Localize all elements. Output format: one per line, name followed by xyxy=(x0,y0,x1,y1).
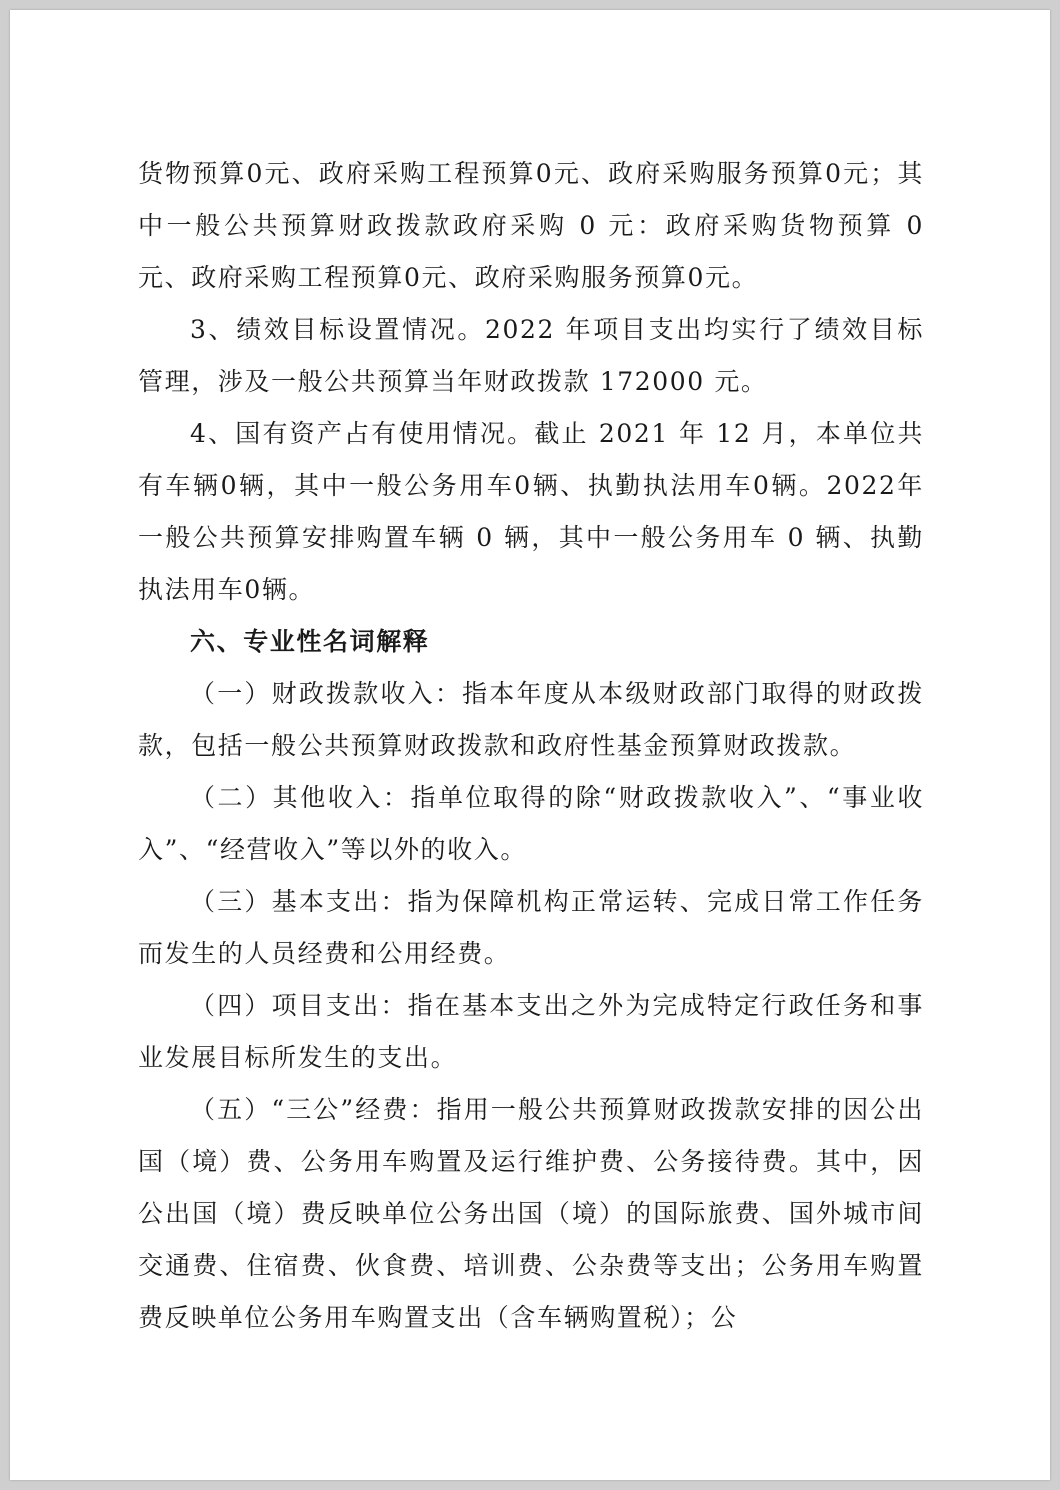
document-body xyxy=(138,148,924,1344)
paragraph-term-other-income: （二）其他收入：指单位取得的除“财政拨款收入”、“事业收入”、“经营收入”等以外的收入。 xyxy=(138,783,924,864)
section-heading-terminology: 六、专业性名词解释 xyxy=(190,627,430,656)
paragraph-term-fiscal-appropriation-income: （一）财政拨款收入：指本年度从本级财政部门取得的财政拨款，包括一般公共预算财政拨款和政府性基金预算财政拨款。 xyxy=(138,679,924,760)
paragraph-term-project-expenditure: （四）项目支出：指在基本支出之外为完成特定行政任务和事业发展目标所发生的支出。 xyxy=(138,991,924,1072)
paragraph-term-three-public-expenses: （五）“三公”经费：指用一般公共预算财政拨款安排的因公出国（境）费、公务用车购置及运行维护费、公务接待费。其中，因公出国（境）费反映单位公务出国（境）的国际旅费、国外城市间交通费、住宿费、伙食费、培训费、公杂费等支出；公务用车购置费反映单位公务用车购置支出（含车辆购置税）；公 xyxy=(138,1095,924,1332)
paragraph-procurement-continued: 货物预算0元、政府采购工程预算0元、政府采购服务预算0元；其中一般公共预算财政拨款政府采购 0 元：政府采购货物预算 0 元、政府采购工程预算0元、政府采购服务预算0元。 xyxy=(138,159,924,292)
paragraph-state-assets: 4、国有资产占有使用情况。截止 2021 年 12 月，本单位共有车辆0辆，其中一般公务用车0辆、执勤执法用车0辆。2022年一般公共预算安排购置车辆 0 辆，其中一般公务用车 0 辆、执勤执法用车0辆。 xyxy=(138,419,924,604)
paragraph-term-basic-expenditure: （三）基本支出：指为保障机构正常运转、完成日常工作任务而发生的人员经费和公用经费。 xyxy=(138,887,924,968)
paragraph-performance-targets: 3、绩效目标设置情况。2022 年项目支出均实行了绩效目标管理，涉及一般公共预算当年财政拨款 172000 元。 xyxy=(138,315,924,396)
document-page xyxy=(10,10,1050,1480)
